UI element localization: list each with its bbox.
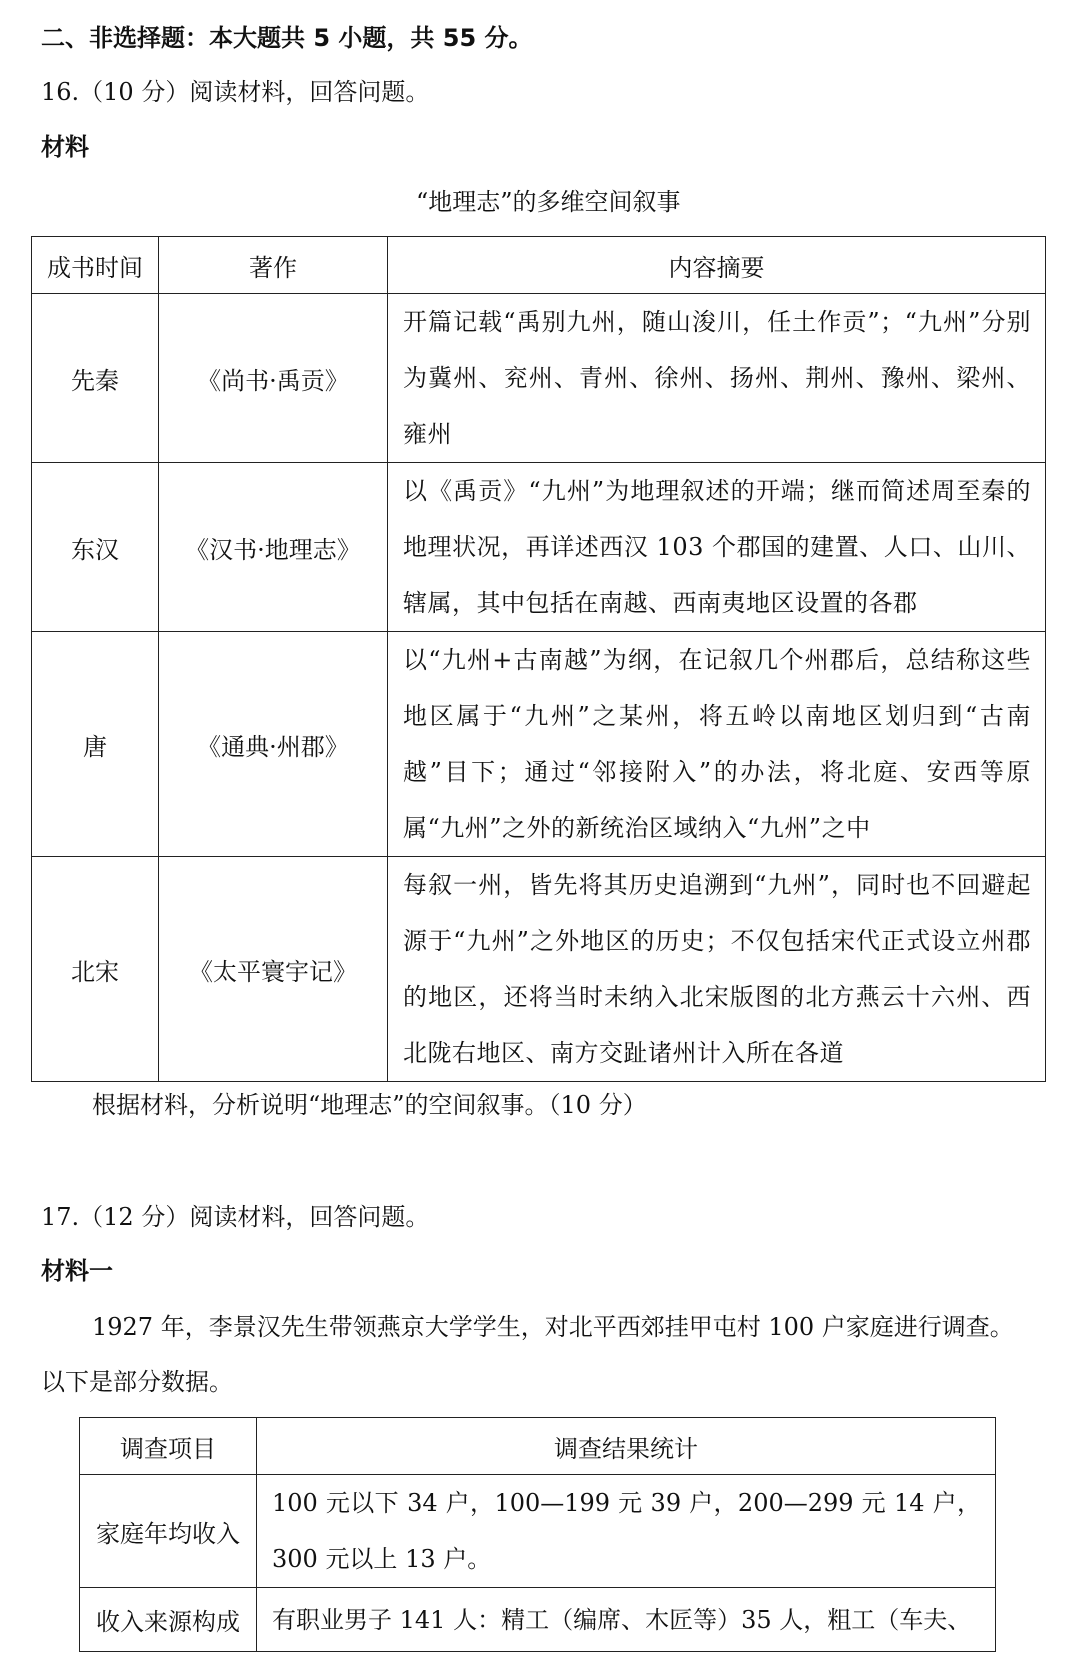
q16-row-summary: [388, 463, 1046, 632]
q17-row-result-text: 有职业男子 141 人：精工（编席、木匠等）35 人，粗工（车夫、: [272, 1605, 972, 1634]
q16-table-row: [32, 294, 1046, 463]
q17-header-item: 调查项目: [80, 1418, 257, 1475]
q16-row-era: 唐: [32, 632, 159, 857]
q17-header-result: 调查结果统计: [257, 1418, 996, 1475]
q16-row-work: 《太平寰宇记》: [159, 857, 388, 1082]
q16-row-summary-text: 开篇记载“禹别九州，随山浚川，任土作贡”；“九州”分别为冀州、兖州、青州、徐州、扬州、荆州、豫州、梁州、雍州: [403, 308, 1031, 448]
q16-row-era: 东汉: [32, 463, 159, 632]
q16-row-summary: [388, 857, 1046, 1082]
q17-row-result: [257, 1588, 996, 1652]
q16-question: 根据材料，分析说明“地理志”的空间叙事。（10 分）: [92, 1091, 647, 1119]
q16-stem: 16.（10 分）阅读材料，回答问题。: [41, 78, 430, 106]
q16-table-row: [32, 632, 1046, 857]
q16-header-work: 著作: [159, 237, 388, 294]
q16-table: [31, 236, 1046, 1082]
q16-header-era: 成书时间: [32, 237, 159, 294]
q16-row-era: 北宋: [32, 857, 159, 1082]
q16-row-era: 先秦: [32, 294, 159, 463]
q17-table-header-row: [80, 1418, 996, 1475]
q17-row-result-text: 100 元以下 34 户，100—199 元 39 户，200—299 元 14 户，300 元以上 13 户。: [272, 1489, 981, 1573]
q16-material-label: 材料: [41, 133, 89, 161]
q17-row-item: 收入来源构成: [80, 1588, 257, 1652]
q17-intro-line1: 1927 年，李景汉先生带领燕京大学学生，对北平西郊挂甲屯村 100 户家庭进行调查。: [92, 1313, 1014, 1341]
q16-row-summary: [388, 294, 1046, 463]
q16-row-work: 《尚书·禹贡》: [159, 294, 388, 463]
q16-row-summary-text: 每叙一州，皆先将其历史追溯到“九州”，同时也不回避起源于“九州”之外地区的历史；不仅包括宋代正式设立州郡的地区，还将当时未纳入北宋版图的北方燕云十六州、西北陇右地区、南方交趾诸州计入所在各道: [403, 871, 1031, 1067]
q17-table-row: [80, 1475, 996, 1588]
q16-table-row: [32, 857, 1046, 1082]
q17-table-row: [80, 1588, 996, 1652]
q16-row-work: 《通典·州郡》: [159, 632, 388, 857]
section-heading: 二、非选择题：本大题共 5 小题，共 55 分。: [41, 24, 533, 52]
q16-header-summary: 内容摘要: [388, 237, 1046, 294]
q16-row-summary-text: 以“九州+古南越”为纲，在记叙几个州郡后，总结称这些地区属于“九州”之某州，将五岭以南地区划归到“古南越”目下；通过“邻接附入”的办法，将北庭、安西等原属“九州”之外的新统治区域纳入“九州”之中: [403, 646, 1031, 842]
q17-table: [79, 1417, 996, 1652]
q16-row-summary: [388, 632, 1046, 857]
q16-row-summary-text: 以《禹贡》“九州”为地理叙述的开端；继而简述周至秦的地理状况，再详述西汉 103 个郡国的建置、人口、山川、辖属，其中包括在南越、西南夷地区设置的各郡: [403, 477, 1031, 617]
q16-table-row: [32, 463, 1046, 632]
q17-row-result: [257, 1475, 996, 1588]
q17-stem: 17.（12 分）阅读材料，回答问题。: [41, 1203, 430, 1231]
q17-row-item: 家庭年均收入: [80, 1475, 257, 1588]
q16-row-work: 《汉书·地理志》: [159, 463, 388, 632]
q16-table-header-row: [32, 237, 1046, 294]
q17-material-label: 材料一: [41, 1257, 113, 1285]
q17-intro-line2: 以下是部分数据。: [41, 1368, 233, 1396]
q16-table-title: “地理志”的多维空间叙事: [416, 188, 681, 216]
